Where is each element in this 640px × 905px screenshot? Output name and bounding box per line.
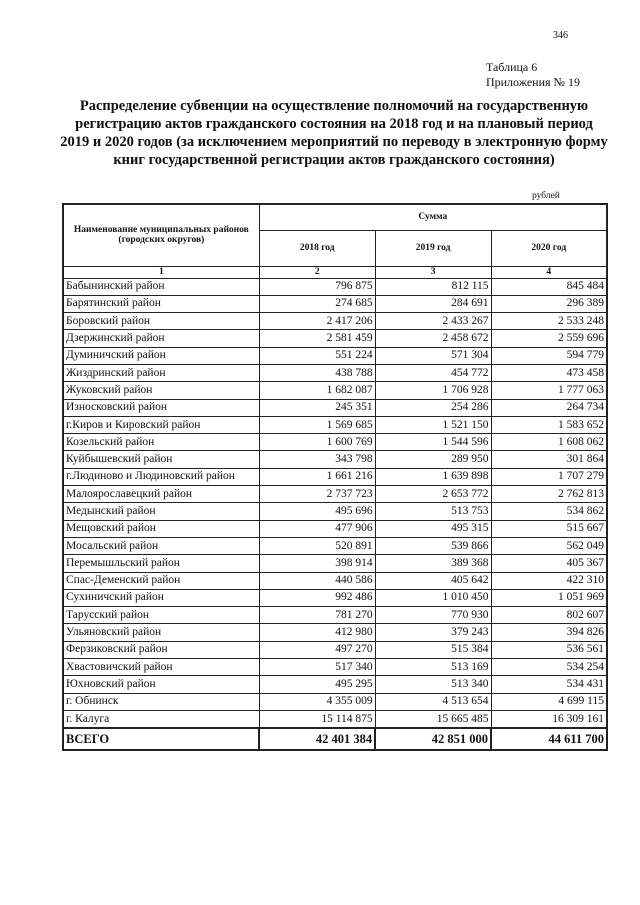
table-row <box>63 676 607 693</box>
amount-cell: 513 753 <box>375 503 491 520</box>
district-name: Перемышльский район <box>63 555 259 572</box>
table-row <box>63 503 607 520</box>
district-name: Спас-Деменский район <box>63 572 259 589</box>
amount-cell: 379 243 <box>375 624 491 641</box>
appendix-number: Приложения № 19 <box>485 75 580 89</box>
total-label: ВСЕГО <box>63 728 259 750</box>
amount-cell: 2 653 772 <box>375 486 491 503</box>
total-amount: 42 401 384 <box>259 728 375 750</box>
table-row <box>63 520 607 537</box>
district-name: Думиничский район <box>63 347 259 364</box>
district-name: Ферзиковский район <box>63 641 259 658</box>
amount-cell: 513 340 <box>375 676 491 693</box>
amount-cell: 513 169 <box>375 659 491 676</box>
district-name: Медынский район <box>63 503 259 520</box>
amount-cell: 992 486 <box>259 589 375 606</box>
table-row <box>63 399 607 416</box>
amount-cell: 454 772 <box>375 364 491 381</box>
amount-cell: 254 286 <box>375 399 491 416</box>
header-sum: Сумма <box>259 204 607 230</box>
district-name: Мосальский район <box>63 537 259 554</box>
table-row <box>63 607 607 624</box>
amount-cell: 274 685 <box>259 295 375 312</box>
district-name: Куйбышевский район <box>63 451 259 468</box>
amount-cell: 1 010 450 <box>375 589 491 606</box>
amount-cell: 495 295 <box>259 676 375 693</box>
amount-cell: 1 051 969 <box>491 589 607 606</box>
amount-cell: 1 777 063 <box>491 382 607 399</box>
amount-cell: 389 368 <box>375 555 491 572</box>
district-name: Юхновский район <box>63 676 259 693</box>
amount-cell: 1 661 216 <box>259 468 375 485</box>
table-reference <box>486 60 580 90</box>
amount-cell: 245 351 <box>259 399 375 416</box>
amount-cell: 1 639 898 <box>375 468 491 485</box>
amount-cell: 2 417 206 <box>259 313 375 330</box>
amount-cell: 1 707 279 <box>491 468 607 485</box>
amount-cell: 394 826 <box>491 624 607 641</box>
amount-cell: 405 367 <box>491 555 607 572</box>
amount-cell: 1 583 652 <box>491 416 607 433</box>
col-number: 4 <box>491 266 607 278</box>
district-name: Ульяновский район <box>63 624 259 641</box>
amount-cell: 802 607 <box>491 607 607 624</box>
amount-cell: 422 310 <box>491 572 607 589</box>
district-name: Мещовский район <box>63 520 259 537</box>
amount-cell: 4 699 115 <box>491 693 607 710</box>
amount-cell: 515 667 <box>491 520 607 537</box>
district-name: Барятинский район <box>63 295 259 312</box>
amount-cell: 343 798 <box>259 451 375 468</box>
table-row <box>63 416 607 433</box>
table-row <box>63 330 607 347</box>
col-number: 3 <box>375 266 491 278</box>
amount-cell: 289 950 <box>375 451 491 468</box>
amount-cell: 520 891 <box>259 537 375 554</box>
district-name: г.Людиново и Людиновский район <box>63 468 259 485</box>
header-2020: 2020 год <box>491 230 607 266</box>
amount-cell: 16 309 161 <box>491 710 607 728</box>
table-row <box>63 347 607 364</box>
district-name: Жиздринский район <box>63 364 259 381</box>
units-label: рублей <box>532 191 560 201</box>
table-row <box>63 589 607 606</box>
table-row <box>63 693 607 710</box>
district-name: Хвастовичский район <box>63 659 259 676</box>
amount-cell: 2 458 672 <box>375 330 491 347</box>
amount-cell: 4 513 654 <box>375 693 491 710</box>
table-row <box>63 659 607 676</box>
amount-cell: 2 559 696 <box>491 330 607 347</box>
amount-cell: 770 930 <box>375 607 491 624</box>
table-row <box>63 382 607 399</box>
col-number: 2 <box>259 266 375 278</box>
amount-cell: 517 340 <box>259 659 375 676</box>
header-2018: 2018 год <box>259 230 375 266</box>
amount-cell: 571 304 <box>375 347 491 364</box>
amount-cell: 594 779 <box>491 347 607 364</box>
amount-cell: 534 431 <box>491 676 607 693</box>
table-row <box>63 451 607 468</box>
table-number: Таблица 6 <box>485 60 538 74</box>
amount-cell: 534 254 <box>491 659 607 676</box>
amount-cell: 264 734 <box>491 399 607 416</box>
amount-cell: 1 706 928 <box>375 382 491 399</box>
page-number: 346 <box>553 30 568 41</box>
district-name: Дзержинский район <box>63 330 259 347</box>
amount-cell: 15 665 485 <box>375 710 491 728</box>
header-name: Наименование муниципальных районов (городских округов) <box>63 204 259 266</box>
amount-cell: 1 600 769 <box>259 434 375 451</box>
amount-cell: 2 581 459 <box>259 330 375 347</box>
amount-cell: 4 355 009 <box>259 693 375 710</box>
header-2019: 2019 год <box>375 230 491 266</box>
subvention-table <box>62 203 608 751</box>
amount-cell: 1 569 685 <box>259 416 375 433</box>
amount-cell: 515 384 <box>375 641 491 658</box>
amount-cell: 812 115 <box>375 278 491 295</box>
amount-cell: 301 864 <box>491 451 607 468</box>
col-number: 1 <box>63 266 259 278</box>
amount-cell: 1 682 087 <box>259 382 375 399</box>
amount-cell: 440 586 <box>259 572 375 589</box>
amount-cell: 2 533 248 <box>491 313 607 330</box>
district-name: Бабынинский район <box>63 278 259 295</box>
table-row <box>63 468 607 485</box>
table-row <box>63 624 607 641</box>
amount-cell: 539 866 <box>375 537 491 554</box>
table-row <box>63 434 607 451</box>
district-name: Жуковский район <box>63 382 259 399</box>
amount-cell: 2 762 813 <box>491 486 607 503</box>
amount-cell: 398 914 <box>259 555 375 572</box>
table-row <box>63 710 607 728</box>
district-name: Износковский район <box>63 399 259 416</box>
amount-cell: 477 906 <box>259 520 375 537</box>
district-name: Тарусский район <box>63 607 259 624</box>
amount-cell: 796 875 <box>259 278 375 295</box>
district-name: Боровский район <box>63 313 259 330</box>
amount-cell: 845 484 <box>491 278 607 295</box>
amount-cell: 2 433 267 <box>375 313 491 330</box>
district-name: г. Калуга <box>63 710 259 728</box>
amount-cell: 534 862 <box>491 503 607 520</box>
district-name: Козельский район <box>63 434 259 451</box>
document-title: Распределение субвенции на осуществление полномочий на государственную регистрацию актов гражданского состояния на 2018 год и на плановый период 2019 и 2020 годов (за исключением мероприятий по переводу в электронную форму книг государственной регистрации актов гражданского состояния) <box>60 98 608 168</box>
district-name: Малоярославецкий район <box>63 486 259 503</box>
table-row <box>63 278 607 295</box>
district-name: Сухиничский район <box>63 589 259 606</box>
amount-cell: 1 608 062 <box>491 434 607 451</box>
district-name: г.Киров и Кировский район <box>63 416 259 433</box>
table-row <box>63 555 607 572</box>
amount-cell: 551 224 <box>259 347 375 364</box>
amount-cell: 438 788 <box>259 364 375 381</box>
table-row <box>63 486 607 503</box>
amount-cell: 1 544 596 <box>375 434 491 451</box>
amount-cell: 412 980 <box>259 624 375 641</box>
table-row <box>63 295 607 312</box>
total-amount: 44 611 700 <box>491 728 607 750</box>
amount-cell: 536 561 <box>491 641 607 658</box>
table-row <box>63 537 607 554</box>
amount-cell: 473 458 <box>491 364 607 381</box>
table-row <box>63 364 607 381</box>
amount-cell: 497 270 <box>259 641 375 658</box>
amount-cell: 405 642 <box>375 572 491 589</box>
amount-cell: 2 737 723 <box>259 486 375 503</box>
total-row <box>63 728 607 750</box>
table-row <box>63 572 607 589</box>
amount-cell: 495 315 <box>375 520 491 537</box>
amount-cell: 495 696 <box>259 503 375 520</box>
table-row <box>63 641 607 658</box>
amount-cell: 296 389 <box>491 295 607 312</box>
amount-cell: 1 521 150 <box>375 416 491 433</box>
amount-cell: 284 691 <box>375 295 491 312</box>
amount-cell: 781 270 <box>259 607 375 624</box>
amount-cell: 15 114 875 <box>259 710 375 728</box>
total-amount: 42 851 000 <box>375 728 491 750</box>
amount-cell: 562 049 <box>491 537 607 554</box>
district-name: г. Обнинск <box>63 693 259 710</box>
table-row <box>63 313 607 330</box>
